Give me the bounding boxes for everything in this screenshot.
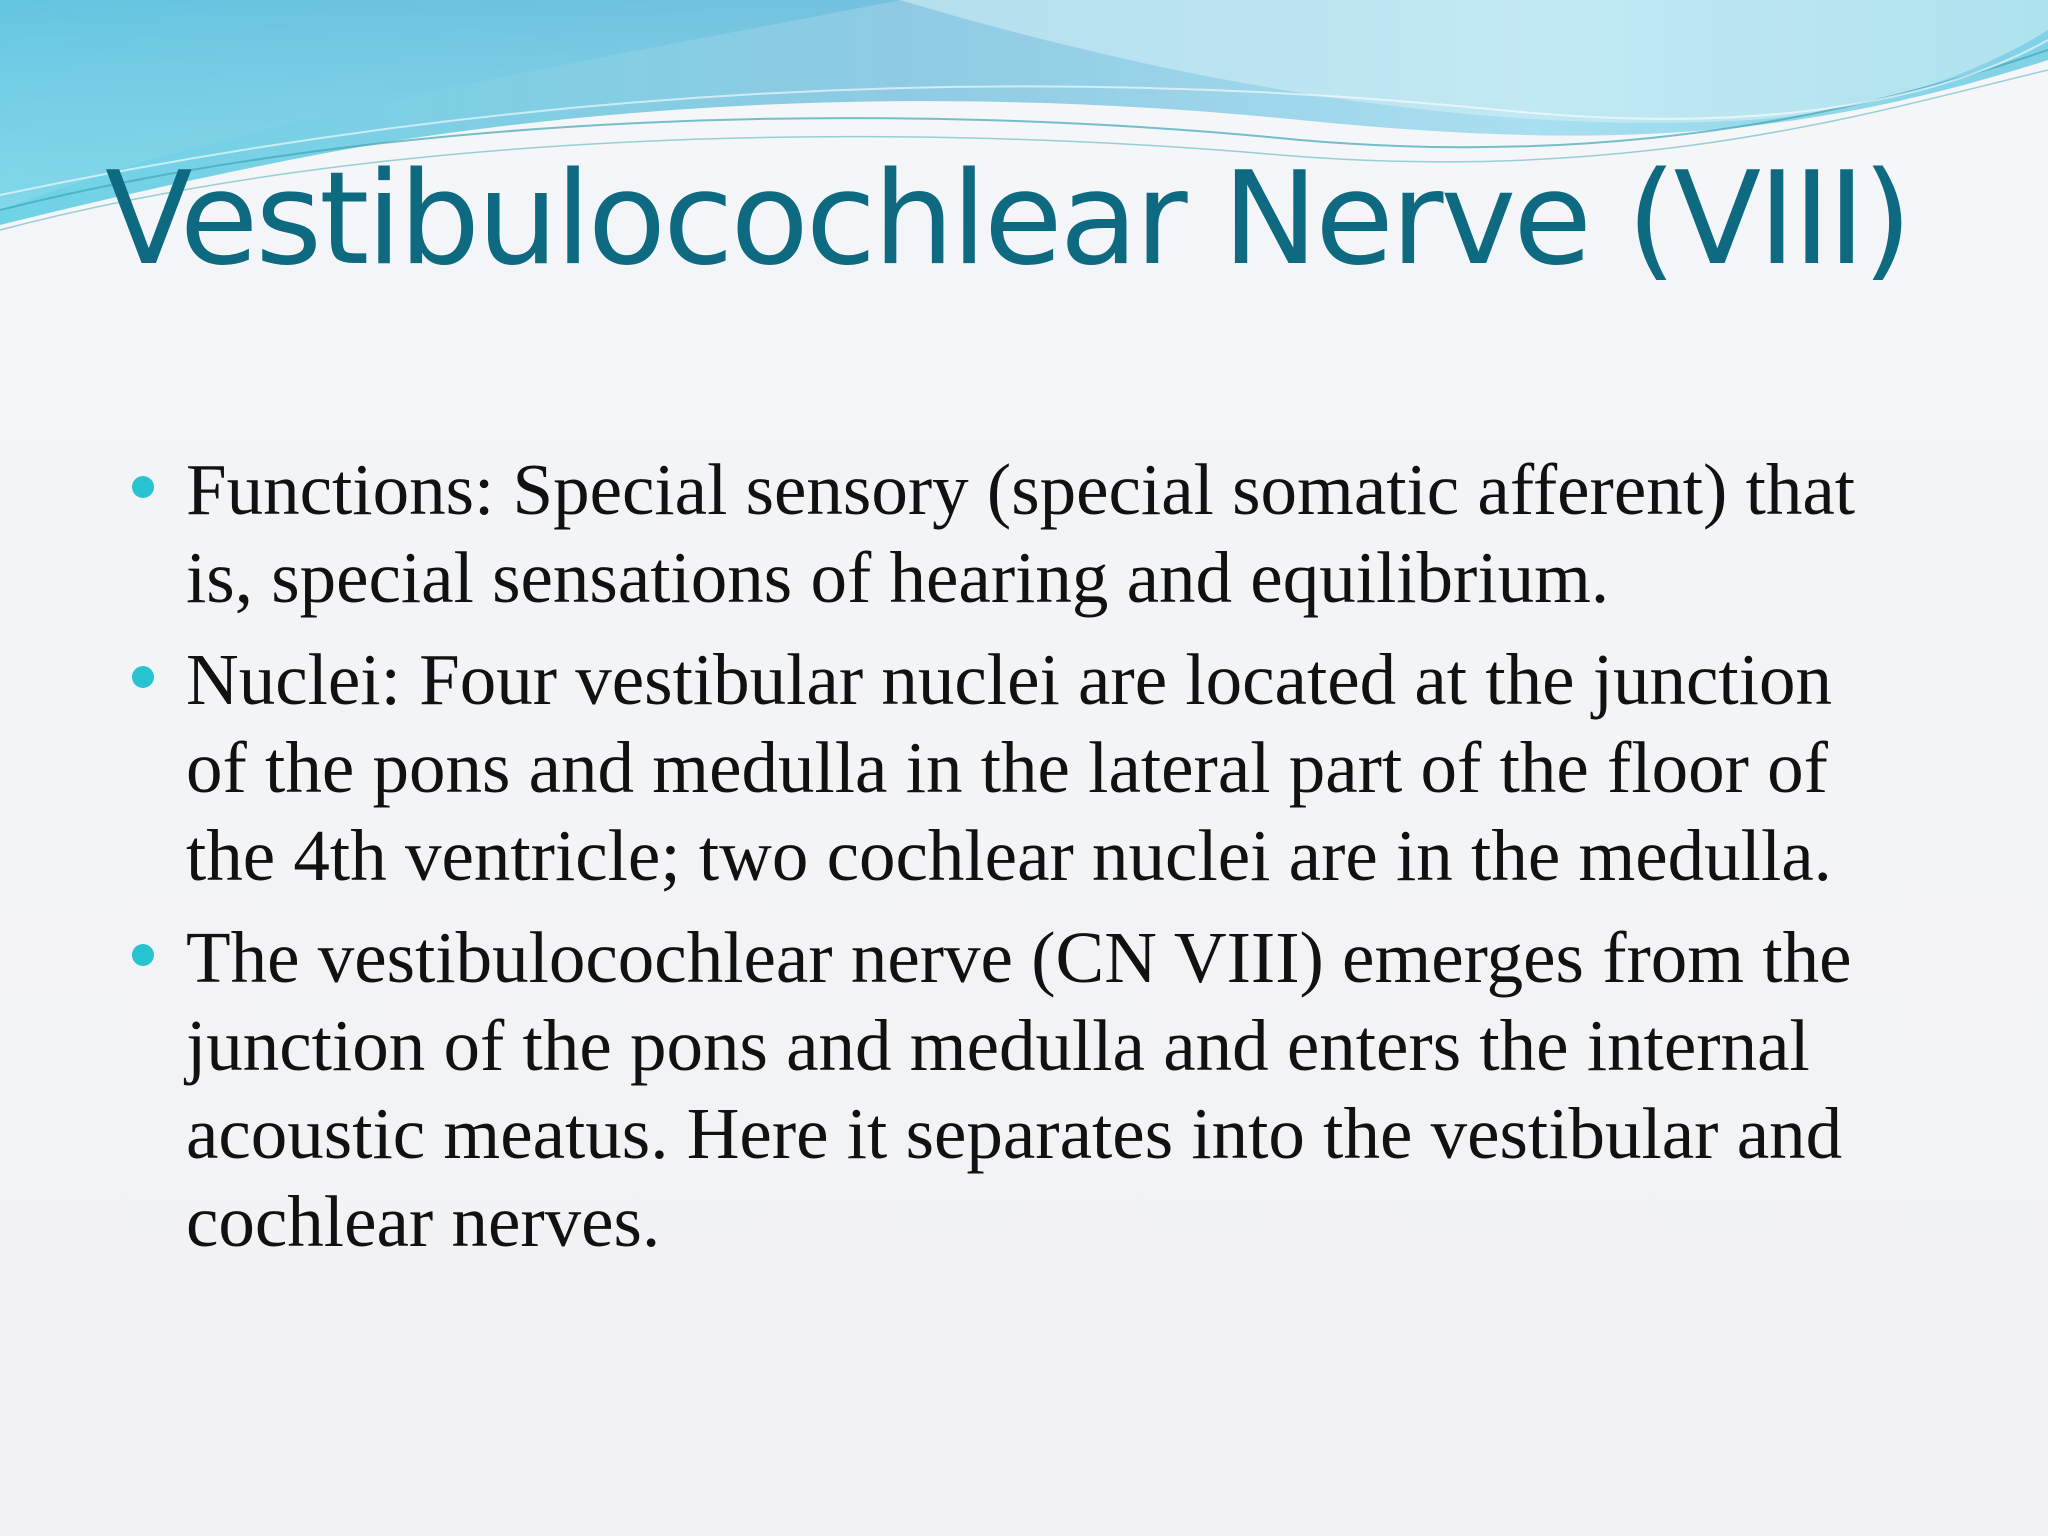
bullet-dot-icon xyxy=(132,666,154,688)
bullet-text: The vestibulocochlear nerve (CN VIII) emerges from the junction of the pons and medulla and enters the internal acoustic meatus. Here it separates into the vestibular and cochlear nerves. xyxy=(186,917,1852,1262)
bullet-list xyxy=(128,446,1908,1280)
bullet-item-functions xyxy=(128,446,1908,622)
bullet-dot-icon xyxy=(132,944,154,966)
bullet-item-nuclei xyxy=(128,636,1908,900)
bullet-item-course xyxy=(128,914,1908,1266)
bullet-text: Functions: Special sensory (special somatic afferent) that is, special sensations of hearing and equilibrium. xyxy=(186,449,1856,618)
bullet-text: Nuclei: Four vestibular nuclei are located at the junction of the pons and medulla in the lateral part of the floor of the 4th ventricle; two cochlear nuclei are in the medulla. xyxy=(186,639,1832,896)
slide-title: Vestibulocochlear Nerve (VIII) xyxy=(105,145,1910,294)
bullet-dot-icon xyxy=(132,476,154,498)
